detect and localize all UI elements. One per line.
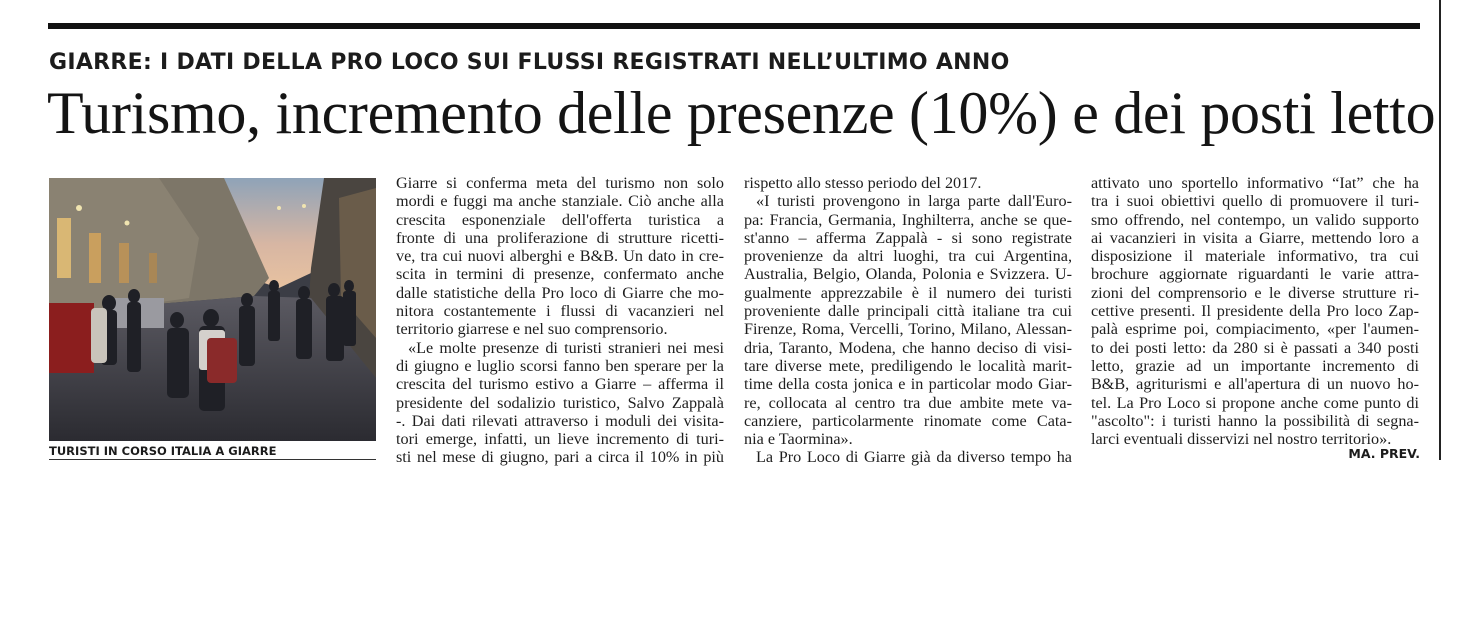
- text-line: nitora costantemente i flussi di vacanzieri nel: [396, 302, 724, 321]
- article-headline: Turismo, incremento delle presenze (10%) e dei posti letto: [47, 80, 1436, 146]
- text-line: proveniente dalle principali città italiane tra cui: [744, 302, 1072, 321]
- text-line: di giugno e luglio scorsi fanno ben sperare per la: [396, 356, 724, 375]
- article-column-1: [396, 174, 724, 467]
- text-line: larci eventuali disservizi nel nostro territorio».: [1091, 430, 1392, 449]
- article-column-3: [1091, 174, 1419, 448]
- text-line: Firenze, Roma, Vercelli, Torino, Milano, Alessan-: [744, 320, 1072, 339]
- text-line: smo offrendo, nel contempo, un valido supporto: [1091, 210, 1419, 229]
- text-line: mordi e fuggi ma anche stanziale. Ciò anche alla: [396, 192, 724, 211]
- text-line: "ascolto": i turisti hanno la possibilità di segna-: [1091, 411, 1419, 430]
- text-line: provenienze da altri luoghi, tra cui Argentina,: [744, 247, 1072, 266]
- text-line: crescita del turismo estivo a Giarre – afferma il: [396, 375, 724, 394]
- text-line: rispetto allo stesso periodo del 2017.: [744, 174, 982, 192]
- text-line: gualmente apprezzabile è il numero dei turisti: [744, 283, 1072, 302]
- text-line: «Le molte presenze di turisti stranieri nei mesi: [408, 338, 724, 357]
- text-line: zioni del comprensorio e le diverse strutture ri-: [1091, 283, 1419, 302]
- text-line: pa: Francia, Germania, Inghilterra, anche se que-: [744, 210, 1072, 229]
- text-line: -. Dai dati rilevati attraverso i moduli dei visita-: [396, 411, 724, 430]
- column-edge-rule: [1439, 0, 1441, 460]
- text-line: dalle statistiche della Pro loco di Giarre che mo-: [396, 283, 724, 302]
- text-line: scita in termini di presenze, confermato anche: [396, 265, 724, 284]
- article-byline: MA. PREV.: [1348, 446, 1420, 461]
- text-line: tel. La Pro Loco si propone anche come punto di: [1091, 393, 1419, 412]
- text-line: fronte di una proliferazione di strutture ricetti-: [396, 228, 724, 247]
- text-line: territorio giarrese e nel suo comprensorio.: [396, 320, 668, 339]
- text-line: st'anno – afferma Zappalà - si sono registrate: [744, 228, 1072, 247]
- text-line: «I turisti provengono in larga parte dall'Euro-: [756, 192, 1072, 211]
- text-line: brochure aggiornate riguardanti le varie attra-: [1091, 265, 1419, 284]
- text-line: sti nel mese di giugno, pari a circa il 10% in più: [396, 448, 724, 467]
- text-line: ai vacanzieri in visita a Giarre, mettendo loro a: [1091, 228, 1419, 247]
- caption-rule: [49, 459, 376, 460]
- article-column-2: [744, 174, 1072, 467]
- text-line: Giarre si conferma meta del turismo non solo: [396, 174, 724, 192]
- text-line: tori emerge, infatti, un lieve incremento di turi-: [396, 430, 724, 449]
- text-line: Australia, Belgio, Olanda, Polonia e Svizzera. U-: [744, 265, 1072, 284]
- street-photo: [49, 178, 376, 441]
- text-line: cettive presenti. Il presidente della Pro loco Zap-: [1091, 302, 1419, 321]
- text-line: crescita esponenziale dell'offerta turistica a: [396, 210, 724, 229]
- text-line: letto, grazie ad un importante incremento di: [1091, 356, 1419, 375]
- column-1-paragraph-2-cont: [396, 357, 724, 467]
- text-line: time della costa jonica e in particolar modo Giar-: [744, 375, 1072, 394]
- text-line: re, collocata al centro tra due ambite mete va-: [744, 393, 1072, 412]
- text-line: to dei posti letto: da 280 si è passati a 340 posti: [1091, 338, 1419, 357]
- text-line: presidente del sodalizio turistico, Salvo Zappalà: [396, 393, 724, 412]
- column-3-paragraph-1: [1091, 174, 1419, 448]
- column-1-paragraph-2: [396, 339, 724, 357]
- text-line: canziere, particolarmente rinomate come Cata-: [744, 411, 1072, 430]
- text-line: palà esprime poi, compiacimento, «per l'aumen-: [1091, 320, 1419, 339]
- text-line: dria, Taranto, Modena, che hanno deciso di visi-: [744, 338, 1072, 357]
- text-line: B&B, agriturismi e all'apertura di un nuovo ho-: [1091, 375, 1419, 394]
- column-2-paragraph-2-cont: [744, 211, 1072, 449]
- text-line: tra i suoi obiettivi quello di promuovere il turi-: [1091, 192, 1419, 211]
- text-line: tare diverse mete, prediligendo le località marit-: [744, 356, 1072, 375]
- text-line: ve, tra cui nuovi alberghi e B&B. Un dato in cre-: [396, 247, 724, 266]
- column-1-paragraph-1: [396, 174, 724, 339]
- text-line: nia e Taormina».: [744, 430, 853, 449]
- column-2-paragraph-1: [744, 174, 1072, 192]
- column-2-paragraph-3: [744, 448, 1072, 466]
- text-line: disposizione il materiale informativo, tra cui: [1091, 247, 1419, 266]
- photo-caption: TURISTI IN CORSO ITALIA A GIARRE: [49, 444, 277, 458]
- column-2-paragraph-2: [744, 192, 1072, 210]
- text-line: attivato uno sportello informativo “Iat” che ha: [1091, 174, 1419, 192]
- article-kicker: GIARRE: I DATI DELLA PRO LOCO SUI FLUSSI REGISTRATI NELL’ULTIMO ANNO: [49, 50, 1010, 75]
- text-line: La Pro Loco di Giarre già da diverso tempo ha: [756, 448, 1072, 467]
- top-rule: [48, 23, 1420, 29]
